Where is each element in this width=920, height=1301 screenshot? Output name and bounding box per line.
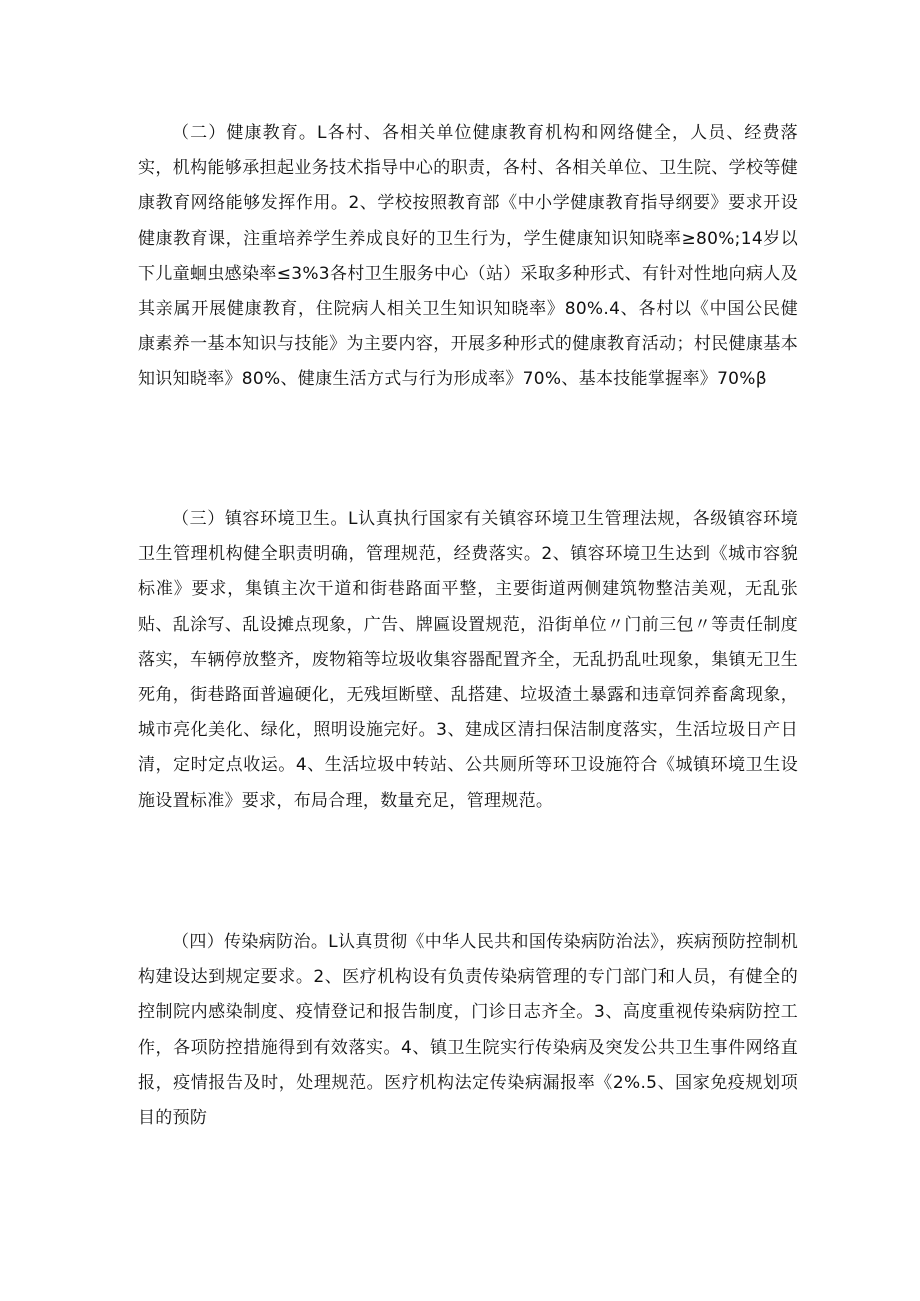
- paragraph-health-education: （二）健康教育。L各村、各相关单位健康教育机构和网络健全，人员、经费落实，机构能够承担起业务技术指导中心的职责，各村、各相关单位、卫生院、学校等健康教育网络能够发挥作用。2、学校按照教育部《中小学健康教育指导纲要》要求开设健康教育课，注重培养学生养成良好的卫生行为，学生健康知识知晓率≥80%;14岁以下儿童蛔虫感染率≤3%3各村卫生服务中心（站）采取多种形式、有针对性地向病人及其亲属开展健康教育，住院病人相关卫生知识知晓率》80%.4、各村以《中国公民健康素养一基本知识与技能》为主要内容，开展多种形式的健康教育活动；村民健康基本知识知晓率》80%、健康生活方式与行为形成率》70%、基本技能掌握率》70%β: [138, 123, 798, 390]
- paragraph-infectious-disease: （四）传染病防治。L认真贯彻《中华人民共和国传染病防治法》，疾病预防控制机构建设达到规定要求。2、医疗机构设有负责传染病管理的专门部门和人员，有健全的控制院内感染制度、疫情登记和报告制度，门诊日志齐全。3、高度重视传染病防控工作，各项防控措施得到有效落实。4、镇卫生院实行传染病及突发公共卫生事件网络直报，疫情报告及时，处理规范。医疗机构法定传染病漏报率《2%.5、国家免疫规划项目的预防: [138, 932, 798, 1129]
- paragraph-town-sanitation: （三）镇容环境卫生。L认真执行国家有关镇容环境卫生管理法规，各级镇容环境卫生管理机构健全职责明确，管理规范，经费落实。2、镇容环境卫生达到《城市容貌标准》要求，集镇主次干道和街巷路面平整，主要街道两侧建筑物整洁美观，无乱张贴、乱涂写、乱设摊点现象，广告、牌匾设置规范，沿街单位〃门前三包〃等责任制度落实，车辆停放整齐，废物箱等垃圾收集容器配置齐全，无乱扔乱吐现象，集镇无卫生死角，街巷路面普遍硬化，无残垣断壁、乱搭建、垃圾渣土暴露和违章饲养畜禽现象，城市亮化美化、绿化，照明设施完好。3、建成区清扫保洁制度落实，生活垃圾日产日清，定时定点收运。4、生活垃圾中转站、公共厕所等环卫设施符合《城镇环境卫生设施设置标准》要求，布局合理，数量充足，管理规范。: [138, 509, 798, 811]
